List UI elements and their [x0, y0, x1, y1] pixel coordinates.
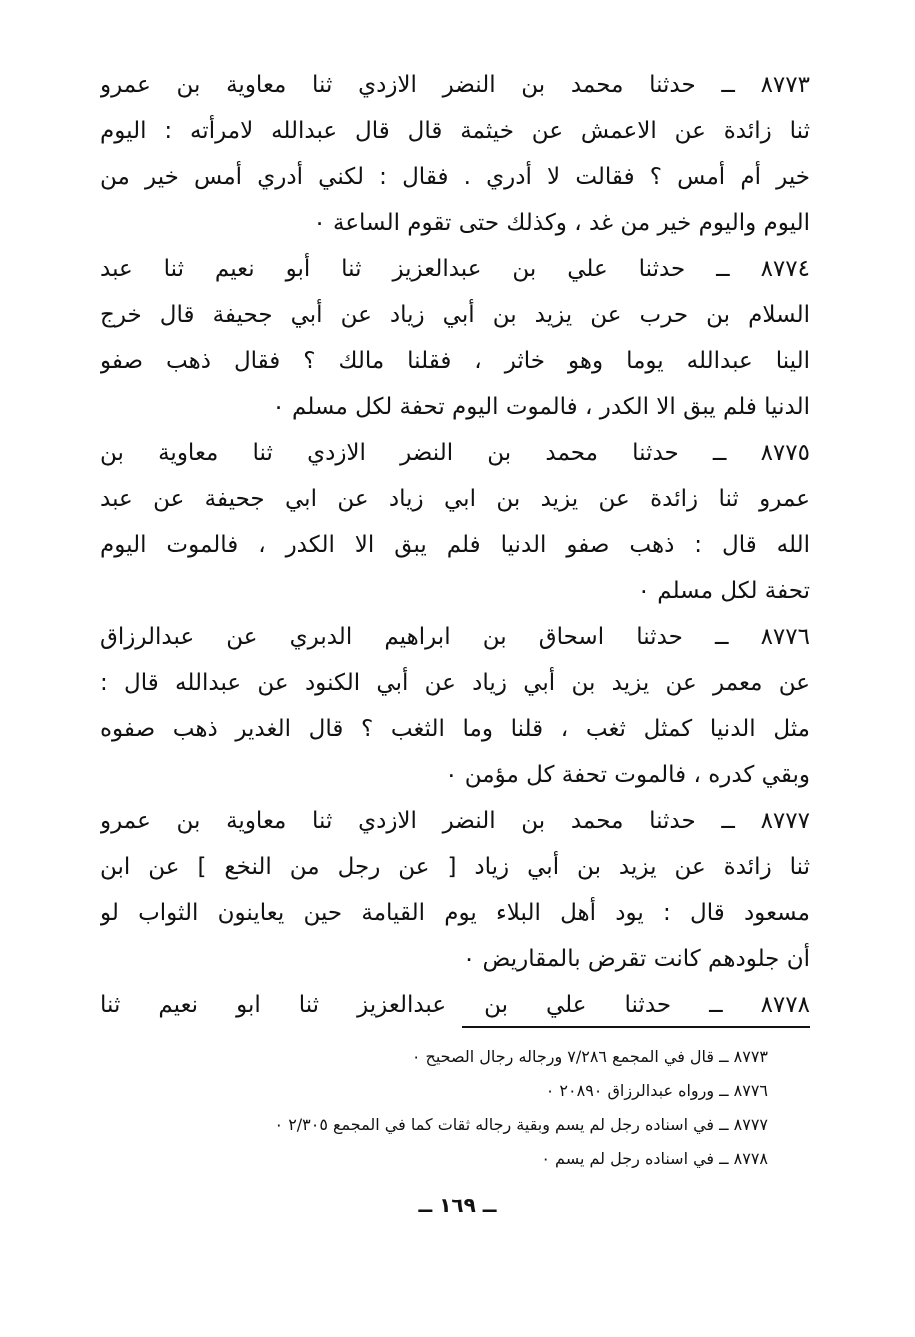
text-line: اليوم واليوم خير من غد ، وكذلك حتى تقوم الساعة ٠: [313, 210, 810, 236]
main-text: [100, 62, 810, 1028]
text-line: عمرو ثنا زائدة عن يزيد بن ابي زياد عن ابي جحيفة عن عبد: [100, 486, 810, 512]
text-line: ٨٧٧٦ ــ حدثنا اسحاق بن ابراهيم الدبري عن عبدالرزاق: [100, 624, 810, 650]
text-line: وبقي كدره ، فالموت تحفة كل مؤمن ٠: [445, 762, 810, 788]
footnotes: [100, 1040, 768, 1176]
text-line: ٨٧٧٤ ــ حدثنا علي بن عبدالعزيز ثنا أبو نعيم ثنا عبد: [100, 256, 810, 282]
text-line: الينا عبدالله يوما وهو خاثر ، فقلنا مالك ؟ فقال ذهب صفو: [100, 348, 810, 374]
text-line: الله قال : ذهب صفو الدنيا فلم يبق الا الكدر ، فالموت اليوم: [100, 532, 810, 558]
text-line: ٨٧٧٨ ــ حدثنا علي بن عبدالعزيز ثنا ابو نعيم ثنا: [100, 992, 810, 1018]
text-line: تحفة لكل مسلم ٠: [637, 578, 810, 604]
footnote: ٨٧٧٧ ــ في اسناده رجل لم يسم وبقية رجاله ثقات كما في المجمع ٢/٣٠٥ ٠: [274, 1115, 768, 1134]
text-line: عن معمر عن يزيد بن أبي زياد عن أبي الكنود عن عبدالله قال :: [100, 670, 810, 696]
text-line: ثنا زائدة عن الاعمش عن خيثمة قال قال عبدالله لامرأته : اليوم: [100, 118, 810, 144]
text-line: أن جلودهم كانت تقرض بالمقاريض ٠: [462, 946, 810, 972]
text-line: مسعود قال : يود أهل البلاء يوم القيامة حين يعاينون الثواب لو: [100, 900, 810, 926]
text-line: ثنا زائدة عن يزيد بن أبي زياد [ عن رجل من النخع ] عن ابن: [100, 854, 810, 880]
footnote: ٨٧٧٣ ــ قال في المجمع ٧/٢٨٦ ورجاله رجال الصحيح ٠: [411, 1047, 768, 1066]
page-number: ــ ١٦٩ ــ: [418, 1193, 497, 1217]
text-line: الدنيا فلم يبق الا الكدر ، فالموت اليوم تحفة لكل مسلم ٠: [272, 394, 810, 420]
footnote: ٨٧٧٦ ــ ورواه عبدالرزاق ٢٠٨٩٠ ٠: [545, 1081, 768, 1100]
footnote: ٨٧٧٨ ــ في اسناده رجل لم يسم ٠: [541, 1149, 768, 1168]
footnote-divider: [462, 1026, 810, 1028]
text-line: مثل الدنيا كمثل ثغب ، قلنا وما الثغب ؟ قال الغدير ذهب صفوه: [100, 716, 810, 742]
text-line: ٨٧٧٧ ــ حدثنا محمد بن النضر الازدي ثنا معاوية بن عمرو: [100, 808, 810, 834]
text-line: ٨٧٧٣ ــ حدثنا محمد بن النضر الازدي ثنا معاوية بن عمرو: [100, 72, 810, 98]
text-line: السلام بن حرب عن يزيد بن أبي زياد عن أبي جحيفة قال خرج: [100, 302, 810, 328]
text-line: خير أم أمس ؟ فقالت لا أدري . فقال : لكني أدري أمس خير من: [100, 164, 810, 190]
text-line: ٨٧٧٥ ــ حدثنا محمد بن النضر الازدي ثنا معاوية بن: [100, 440, 810, 466]
